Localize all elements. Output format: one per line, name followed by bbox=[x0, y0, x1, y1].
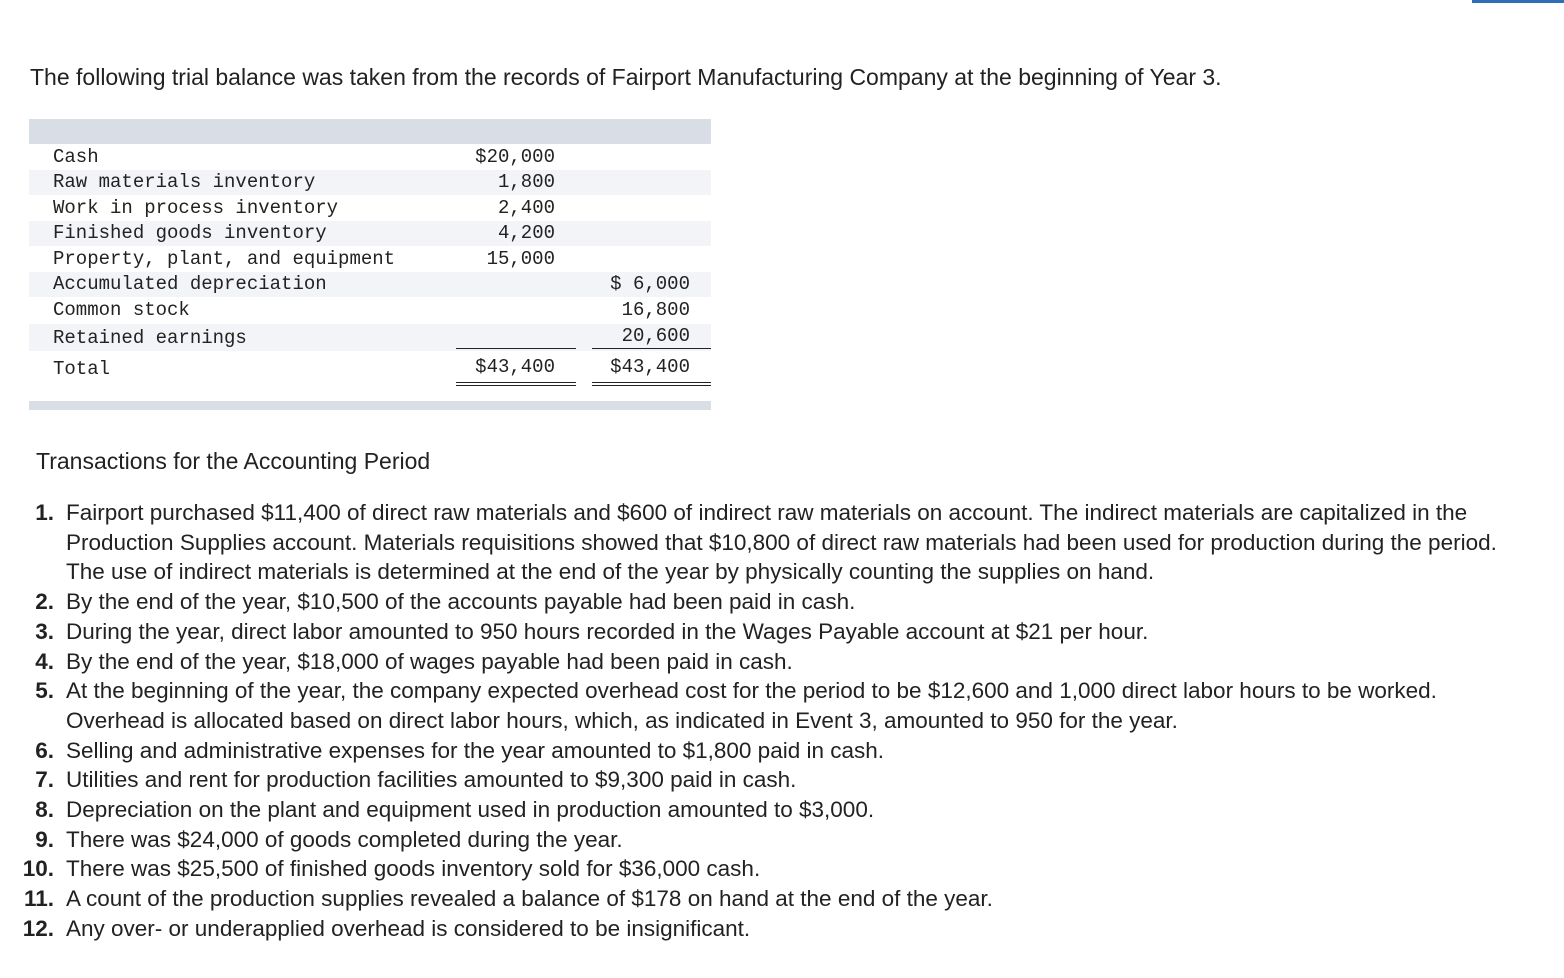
item-text: By the end of the year, $10,500 of the accounts payable had been paid in cash. bbox=[66, 589, 856, 615]
account-name: Accumulated depreciation bbox=[53, 273, 327, 295]
table-header-bar bbox=[29, 119, 711, 144]
table-row bbox=[29, 145, 711, 170]
table-row bbox=[29, 298, 711, 323]
item-number: 4. bbox=[35, 648, 54, 674]
item-number: 5. bbox=[35, 678, 54, 704]
table-row bbox=[29, 196, 711, 221]
item-number: 1. bbox=[35, 500, 54, 525]
item-number: 10. bbox=[22, 856, 54, 882]
item-number: 2. bbox=[35, 589, 54, 615]
account-name: Retained earnings bbox=[53, 327, 247, 349]
transactions-heading: Transactions for the Accounting Period bbox=[36, 448, 431, 474]
list-item bbox=[0, 795, 1540, 825]
item-text: At the beginning of the year, the company expected overhead cost for the period to be $12,600 and 1,000 direct labor hours to be worked. Overhead is allocated based on direct labor hours, which, as indicated in Event 3, amounted to 950 for the year. bbox=[66, 678, 1437, 733]
table-row bbox=[29, 221, 711, 246]
account-name: Cash bbox=[53, 146, 99, 168]
table-footer-bar bbox=[29, 401, 711, 410]
item-text: There was $24,000 of goods completed during the year. bbox=[66, 826, 623, 852]
table-row bbox=[29, 247, 711, 272]
item-text: Depreciation on the plant and equipment used in production amounted to $3,000. bbox=[66, 797, 875, 823]
total-debit: $43,400 bbox=[475, 356, 555, 378]
list-item bbox=[0, 765, 1540, 795]
item-text: Any over- or underapplied overhead is considered to be insignificant. bbox=[66, 915, 751, 941]
trial-balance-table bbox=[29, 119, 711, 410]
top-accent-bar bbox=[1472, 0, 1564, 3]
item-text: A count of the production supplies revealed a balance of $178 on hand at the end of the year. bbox=[66, 886, 993, 912]
credit-amount: 16,800 bbox=[621, 299, 690, 321]
account-name: Work in process inventory bbox=[53, 197, 339, 219]
account-name: Raw materials inventory bbox=[53, 171, 316, 193]
intro-text: The following trial balance was taken from the records of Fairport Manufacturing Company at the beginning of Year 3. bbox=[30, 64, 1222, 90]
item-text: By the end of the year, $18,000 of wages payable had been paid in cash. bbox=[66, 648, 793, 674]
item-number: 8. bbox=[35, 797, 54, 823]
list-item bbox=[0, 498, 1540, 587]
transactions-list bbox=[0, 498, 1540, 944]
debit-amount: 4,200 bbox=[497, 222, 555, 244]
debit-amount: 1,800 bbox=[497, 171, 555, 193]
list-item bbox=[0, 647, 1540, 677]
credit-amount: 20,600 bbox=[621, 325, 690, 347]
list-item bbox=[0, 736, 1540, 766]
list-item bbox=[0, 854, 1540, 884]
total-credit: $43,400 bbox=[610, 356, 690, 378]
debit-total-double-rule bbox=[456, 382, 576, 386]
account-name: Common stock bbox=[53, 299, 190, 321]
debit-amount: 2,400 bbox=[497, 197, 555, 219]
item-text: Fairport purchased $11,400 of direct raw materials and $600 of indirect raw materials on account. The indirect materials are capitalized in the Production Supplies account. Materials requisitions showed that $10,800 of direct raw materials had been used for production during the period. The use of indirect materials is determined at the end of the year by physically counting the supplies on hand. bbox=[66, 500, 1497, 585]
item-text: There was $25,500 of finished goods inventory sold for $36,000 cash. bbox=[66, 856, 761, 882]
debit-amount: $20,000 bbox=[475, 146, 555, 168]
list-item bbox=[0, 914, 1540, 944]
item-number: 11. bbox=[23, 886, 54, 912]
list-item bbox=[0, 617, 1540, 647]
credit-amount: $ 6,000 bbox=[610, 273, 690, 295]
debit-subtotal-rule bbox=[456, 348, 576, 349]
item-number: 12. bbox=[22, 915, 54, 941]
item-text: Selling and administrative expenses for the year amounted to $1,800 paid in cash. bbox=[66, 737, 885, 763]
account-name: Property, plant, and equipment bbox=[53, 248, 396, 270]
item-text: Utilities and rent for production facilities amounted to $9,300 paid in cash. bbox=[66, 767, 797, 793]
debit-amount: 15,000 bbox=[486, 248, 555, 270]
item-number: 7. bbox=[35, 767, 54, 793]
item-number: 9. bbox=[35, 826, 54, 852]
list-item bbox=[0, 884, 1540, 914]
account-name: Finished goods inventory bbox=[53, 222, 327, 244]
table-row bbox=[29, 272, 711, 297]
credit-total-double-rule bbox=[592, 382, 711, 386]
total-row bbox=[29, 355, 711, 380]
table-row bbox=[29, 324, 711, 351]
item-number: 3. bbox=[35, 618, 54, 644]
list-item bbox=[0, 676, 1540, 735]
item-text: During the year, direct labor amounted to 950 hours recorded in the Wages Payable account at $21 per hour. bbox=[66, 618, 1149, 644]
list-item bbox=[0, 587, 1540, 617]
credit-subtotal-rule bbox=[592, 348, 711, 349]
list-item bbox=[0, 825, 1540, 855]
item-number: 6. bbox=[35, 737, 54, 763]
table-row bbox=[29, 170, 711, 195]
total-label: Total bbox=[53, 358, 111, 380]
